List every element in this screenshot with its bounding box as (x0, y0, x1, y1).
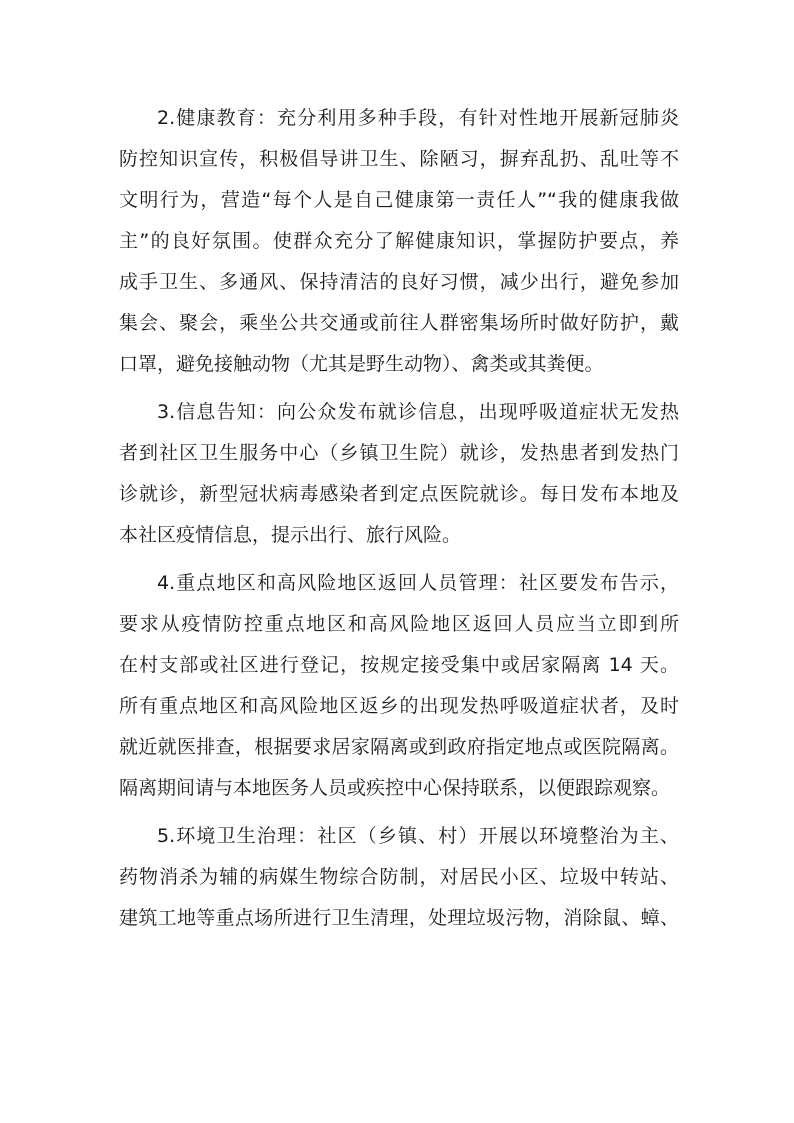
text-line: 诊就诊，新型冠状病毒感染者到定点医院就诊。每日发布本地及 (119, 483, 679, 505)
paragraph-information-notice (119, 392, 679, 556)
text-line: 本社区疫情信息，提示出行、旅行风险。 (119, 524, 462, 546)
paragraph-health-education (119, 98, 679, 385)
text-line: 要求从疫情防控重点地区和高风险地区返回人员应当立即到所 (119, 613, 679, 635)
text-line: 文明行为，营造“每个人是自己健康第一责任人”“我的健康我做 (119, 189, 679, 211)
text-line: 主”的良好氛围。使群众充分了解健康知识，掌握防护要点，养 (119, 230, 679, 252)
text-line: 隔离期间请与本地医务人员或疾控中心保持联系，以便跟踪观察。 (119, 777, 671, 799)
paragraph-returnee-management (119, 563, 679, 809)
paragraph-environmental-sanitation (119, 816, 679, 939)
document-body (119, 98, 679, 939)
text-line: 建筑工地等重点场所进行卫生清理，处理垃圾污物，消除鼠、蟑、 (119, 907, 679, 929)
text-line: 3.信息告知：向公众发布就诊信息，出现呼吸道症状无发热 (157, 401, 679, 423)
text-line: 2.健康教育：充分利用多种手段，有针对性地开展新冠肺炎 (157, 107, 679, 129)
text-line: 成手卫生、多通风、保持清洁的良好习惯，减少出行，避免参加 (119, 271, 679, 293)
text-line: 5.环境卫生治理：社区（乡镇、村）开展以环境整治为主、 (157, 825, 679, 847)
text-line: 集会、聚会，乘坐公共交通或前往人群密集场所时做好防护，戴 (119, 312, 679, 334)
text-line: 在村支部或社区进行登记，按规定接受集中或居家隔离 14 天。 (119, 654, 679, 676)
text-line: 就近就医排查，根据要求居家隔离或到政府指定地点或医院隔离。 (119, 736, 679, 758)
text-line: 药物消杀为辅的病媒生物综合防制，对居民小区、垃圾中转站、 (119, 866, 679, 888)
text-line: 所有重点地区和高风险地区返乡的出现发热呼吸道症状者，及时 (119, 695, 679, 717)
text-line: 防控知识宣传，积极倡导讲卫生、除陋习，摒弃乱扔、乱吐等不 (119, 148, 679, 170)
text-line: 4.重点地区和高风险地区返回人员管理：社区要发布告示， (157, 572, 679, 594)
text-line: 者到社区卫生服务中心（乡镇卫生院）就诊，发热患者到发热门 (119, 442, 679, 464)
text-line: 口罩，避免接触动物（尤其是野生动物）、禽类或其粪便。 (119, 353, 604, 375)
